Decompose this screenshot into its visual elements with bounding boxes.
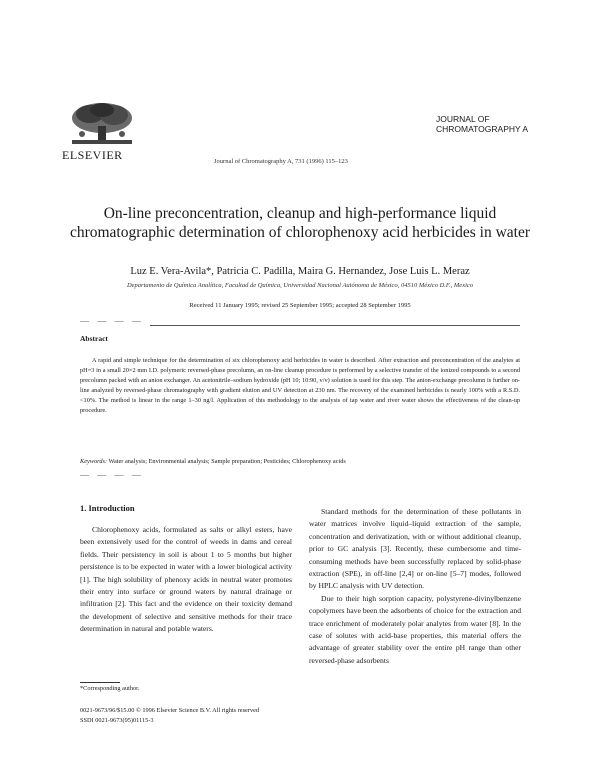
body-column-right	[309, 506, 521, 667]
intro-paragraph: Standard methods for the determination of these pollutants in water matrices involve liquid–liquid extraction of the sample, concentration and derivatization, with or without additional cleanup, prior to GC analysis [3]. Recently, these cumbersome and time-consuming methods have been successfully replaced by solid-phase extraction (SPE), in off-line [2,4] or on-line [5–7] modes, followed by HPLC analysis with UV detection.	[309, 507, 521, 591]
article-title: On-line preconcentration, cleanup and high-performance liquid chromatographic determination of chlorophenoxy acid herbicides in water	[69, 205, 531, 241]
section-heading-introduction: 1. Introduction	[80, 503, 135, 513]
separator-rule	[150, 325, 520, 326]
keywords-list: Water analysis; Environmental analysis; Sample preparation; Pesticides; Chlorophenoxy acids	[108, 458, 346, 465]
corresponding-author-footnote: *Corresponding author.	[80, 685, 140, 692]
journal-name-line1: JOURNAL OF	[436, 114, 490, 124]
article-authors: Luz E. Vera-Avila*, Patricia C. Padilla, Maira G. Hernandez, Jose Luis L. Meraz	[130, 266, 470, 277]
footnote-rule	[80, 682, 120, 683]
journal-citation: Journal of Chromatography A, 731 (1996) 115–123	[214, 158, 348, 165]
elsevier-tree-logo	[62, 100, 142, 148]
separator-dashes-bottom: — — — —	[80, 470, 144, 480]
journal-name-line2: CHROMATOGRAPHY A	[436, 124, 529, 134]
separator-dashes-top: — — — —	[80, 316, 144, 326]
received-dates: Received 11 January 1995; revised 25 September 1995; accepted 28 September 1995	[189, 302, 411, 309]
copyright-block	[80, 706, 259, 726]
intro-paragraph: Chlorophenoxy acids, formulated as salts or alkyl esters, have been extensively used for the control of weeds in dams and cereal fields. Their persistency in soil is about 1 to 5 months but higher persistence is to be expected in water with a lower biological activity [1]. The high solubility of phenoxy acids in neutral water promotes their entry into surface or ground waters by natural drainage or infiltration [2]. This fact and the evidence on their toxicity demand the development of selective and sensitive methods for their trace determination in natural and potable waters.	[80, 525, 292, 634]
journal-name	[436, 114, 528, 134]
keywords	[80, 458, 520, 465]
body-column-left	[80, 524, 292, 636]
abstract-heading: Abstract	[80, 334, 108, 343]
abstract-text: A rapid and simple technique for the determination of six chlorophenoxy acid herbicides in water is described. After extraction and preconcentration of the analytes at pH=3 in a small 20×2 mm I.D. polymeric reversed-phase precolumn, an on-line cleanup procedure is performed by a selective transfer of the ionized compounds to a second precolumn packed with an anion exchanger. An acetonitrile–sodium hydroxide (pH 10; 10:90, v/v) solution is used for this step. The anion-exchange precolumn is further on-line analyzed by reversed-phase chromatography with gradient elution and UV detection at 230 nm. The recovery of the examined herbicides is nearly 100% with a R.S.D.<10%. The method is linear in the range 1–30 ng/l. Application of this methodology to the analysis of tap water and river water shows the effectiveness of the clean-up procedure.	[80, 357, 520, 414]
keywords-label: Keywords:	[80, 458, 108, 465]
intro-paragraph: Due to their high sorption capacity, polystyrene-divinylbenzene copolymers have been the adsorbents of choice for the extraction and trace enrichment of moderately polar analytes from water [8]. In the case of solutes with acid-base properties, this material offers the advantage of greater stability over the entire pH range than other reversed-phase adsorbents	[309, 593, 521, 665]
publisher-name: ELSEVIER	[62, 148, 123, 162]
copyright-line: 0021-9673/96/$15.00 © 1996 Elsevier Science B.V. All rights reserved	[80, 707, 260, 714]
author-affiliation: Departamento de Química Analítica, Facultad de Química, Universidad Nacional Autónoma de México, 04510 México D.F., Mexico	[126, 282, 474, 289]
ssdi-line: SSDI 0021-9673(95)01115-3	[80, 717, 154, 724]
